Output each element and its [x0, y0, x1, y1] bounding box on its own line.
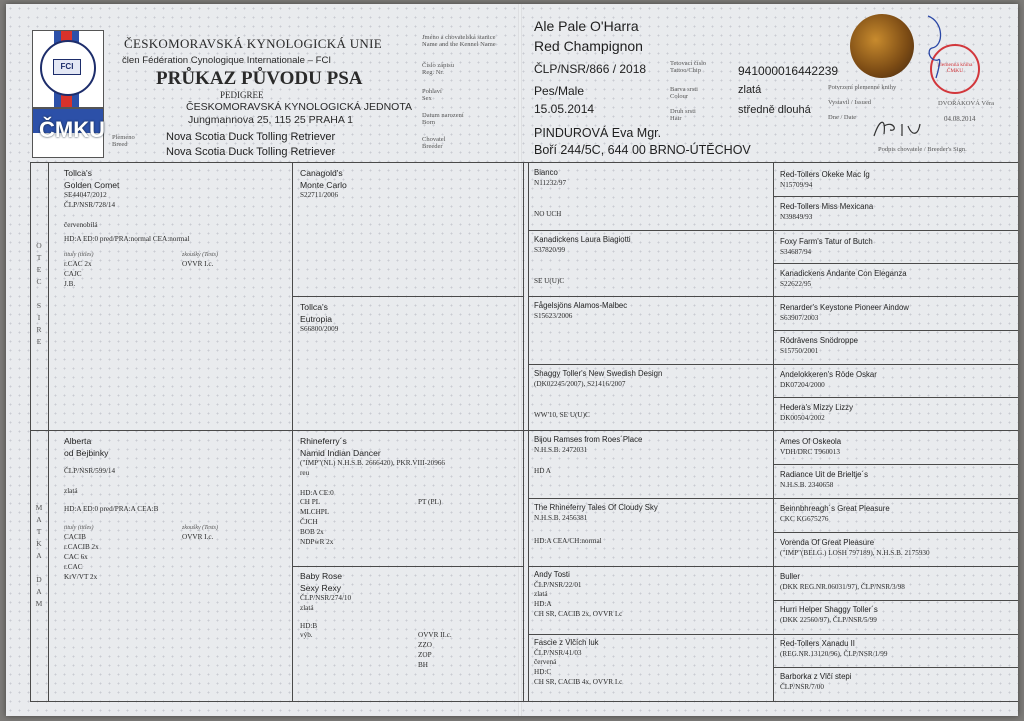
- blue-signature-icon: [922, 12, 952, 82]
- breed-label: Plemeno Breed: [112, 134, 135, 149]
- gggp-cell-7: Andelokkeren's Röde Oskar DK07204/2000: [780, 370, 877, 389]
- ggp-cell-3: Fågelsjöns Alamos-Malbec S15623/2006: [534, 301, 628, 320]
- reg-number: ČLP/NSR/866 / 2018: [534, 62, 647, 76]
- document-title: PRŮKAZ PŮVODU PSA: [156, 68, 363, 89]
- sex-label: Pohlaví Sex: [422, 88, 442, 103]
- issuer-value: DVOŘÁKOVÁ Věra: [938, 100, 995, 107]
- ggp-cell-1: Bianco N11232/97 NO UCH: [534, 168, 567, 218]
- issuer-address: Jungmannova 25, 115 25 PRAHA 1: [188, 114, 354, 126]
- tattoo-value: 941000016442239: [738, 64, 839, 78]
- ggp-cell-7: Andy Tosti ČLP/NSR/22/01 zlatá HD:A CH SR, CACIB 2x, OVVR I.c: [534, 570, 623, 618]
- confirmed-label: Potvrzení plemenné knihy: [828, 84, 897, 91]
- sex-value: Pes/Male: [534, 84, 585, 98]
- issued-date: 04.08.2014: [944, 115, 976, 123]
- gggp-cell-12: Vorenda Of Great Pleasure ("IMP"(BELG.) LOSH 797189), N.H.S.B. 2175930: [780, 538, 930, 557]
- hair-value: středně dlouhá: [738, 104, 811, 116]
- issuer-name: ČESKOMORAVSKÁ KYNOLOGICKÁ JEDNOTA: [186, 101, 412, 113]
- name-label: Jméno a chovatelská stanice Name and the Kennel Name: [422, 34, 496, 49]
- gggp-cell-4: Kanadickens Andante Con Eleganza S22622/95: [780, 269, 907, 288]
- fci-member: člen Fédération Cynologique Internationale – FCI: [122, 55, 332, 66]
- gold-seal-icon: [850, 14, 914, 78]
- grandparent-cell-1: Canagold's Monte Carlo S22711/2006: [300, 168, 347, 200]
- grandparent-cell-4: Baby Rose Sexy Rexy ČLP/NSR/274/10 zlatá HD:B výb. OVVR II.c. ZZO ZOP BH: [300, 571, 452, 670]
- ggp-cell-6: The Rhineferry Tales Of Cloudy Sky N.H.S.B. 2456381 HD:A CEA/CH:normal: [534, 503, 658, 545]
- ggp-cell-5: Bijou Ramses from Roes´Place N.H.S.B. 2472031 HD A: [534, 435, 643, 475]
- pedigree-document: [6, 4, 1018, 716]
- ggp-cell-4: Shaggy Toller's New Swedish Design (DK02245/2007), S21416/2007 WW'10, SE U(U)C: [534, 369, 663, 419]
- breeder-sign-label: Podpis chovatele / Breeder's Sign.: [878, 146, 967, 153]
- club-logo: [32, 30, 105, 158]
- sire-cell: Tollca's Golden Comet SE44047/2012 ČLP/NSR/728/14 červenobílá HD:A ED:0 pred/PRA:normal CEA:normal tituly (titles) zkoušky (Tests) r.CAC 2x OVVR I.c. CAJC J.B.: [64, 168, 218, 289]
- page-fold: [518, 4, 522, 716]
- issued-label: Vystavil / Issued: [828, 99, 871, 106]
- gggp-cell-13: Buller (DKK REG.NR.06031/97), ČLP/NSR/3/98: [780, 572, 905, 591]
- reg-label: Číslo zápisu Reg. Nr.: [422, 62, 454, 77]
- gggp-cell-16: Barborka z Vlčí stepi ČLP/NSR/7/00: [780, 672, 852, 691]
- breed-value-1: Nova Scotia Duck Tolling Retriever: [166, 131, 336, 143]
- dam-side-label: M A T K A D A M: [35, 503, 43, 608]
- ggp-cell-2: Kanadickens Laura Biagiotti S37820/99 SE U(U)C: [534, 235, 631, 285]
- born-value: 15.05.2014: [534, 102, 595, 116]
- gggp-cell-3: Foxy Farm's Tatur of Butch S34687/94: [780, 237, 873, 256]
- gggp-cell-10: Radiance Uit de Brieltje´s N.H.S.B. 2340658: [780, 470, 868, 489]
- grandparent-cell-3: Rhineferry´s Namid Indian Dancer ("IMP"(NL) N.H.S.B. 2666420), PKR.VIII-20966 reu HD:A CE:0 CH PL PT (PL) MLCHPL ČJCH BOB 2x NDPwR 2x: [300, 436, 446, 547]
- breeder-label: Chovatel Breeder: [422, 136, 446, 151]
- hair-label: Druh srsti Hair: [670, 108, 696, 123]
- dog-name-2: Red Champignon: [534, 38, 643, 54]
- cmku-logo-text: ČMKU: [39, 117, 105, 142]
- org-name: ČESKOMORAVSKÁ KYNOLOGICKÁ UNIE: [124, 36, 382, 51]
- date-label: Dne / Date: [828, 114, 857, 121]
- fci-logo: FCI: [53, 59, 81, 75]
- gggp-cell-14: Hurri Helper Shaggy Toller´s (DKK 22560/97), ČLP/NSR/5/99: [780, 605, 878, 624]
- breeder-value-1: PINDUROVÁ Eva Mgr.: [534, 126, 662, 140]
- gggp-cell-2: Red-Tollers Miss Mexicana N39849/93: [780, 202, 874, 221]
- red-stamp-icon: plemenná kniha ČMKU: [930, 44, 980, 94]
- breeder-value-2: Boří 244/5C, 644 00 BRNO-ÚTĚCHOV: [534, 143, 751, 157]
- gggp-cell-1: Red-Tollers Okeke Mac Ig N15709/94: [780, 170, 870, 189]
- born-label: Datum narození Born: [422, 112, 464, 127]
- grandparent-cell-2: Tollca's Eutropia S66800/2009: [300, 302, 339, 334]
- tattoo-label: Tetovací číslo Tattoo/Chip: [670, 60, 707, 75]
- gggp-cell-11: Beinnbhreagh´s Great Pleasure CKC KG675276: [780, 504, 890, 523]
- gggp-cell-9: Ames Of Oskeola VDH/DRC T960013: [780, 437, 842, 456]
- cmku-logo: [32, 108, 104, 158]
- colour-value: zlatá: [738, 84, 762, 96]
- gggp-cell-6: Rödrävens Snödroppe S15750/2001: [780, 336, 859, 355]
- document-subtitle: PEDIGREE: [220, 90, 264, 100]
- sire-side-label: O T E C S I R E: [36, 241, 42, 346]
- dam-cell: Alberta od Bejbinky ČLP/NSR/599/14 zlatá HD:A ED:0 pred/PRA:A CEA:B tituly (titles) zkoušky (Tests) CACIB OVVR I.c. r.CACIB 2x CAC 6x r.CAC KrV/VT 2x: [64, 436, 218, 582]
- gggp-cell-5: Renarder's Keystone Pioneer Aindow S63907/2003: [780, 303, 909, 322]
- breed-value-2: Nova Scotia Duck Tolling Retriever: [166, 146, 336, 158]
- ggp-cell-8: Fascie z Vlčích luk ČLP/NSR/41/03 červená HD:C CH SR, CACIB 4x, OVVR I.c: [534, 638, 623, 686]
- dog-name-1: Ale Pale O'Harra: [534, 18, 639, 34]
- gggp-cell-8: Hedera's Mizzy Lizzy DK00504/2002: [780, 403, 853, 422]
- gggp-cell-15: Red-Tollers Xanadu II (REG.NR.13120/96), ČLP/NSR/1/99: [780, 639, 888, 658]
- signature-icon: [868, 114, 938, 142]
- colour-label: Barva srsti Colour: [670, 86, 698, 101]
